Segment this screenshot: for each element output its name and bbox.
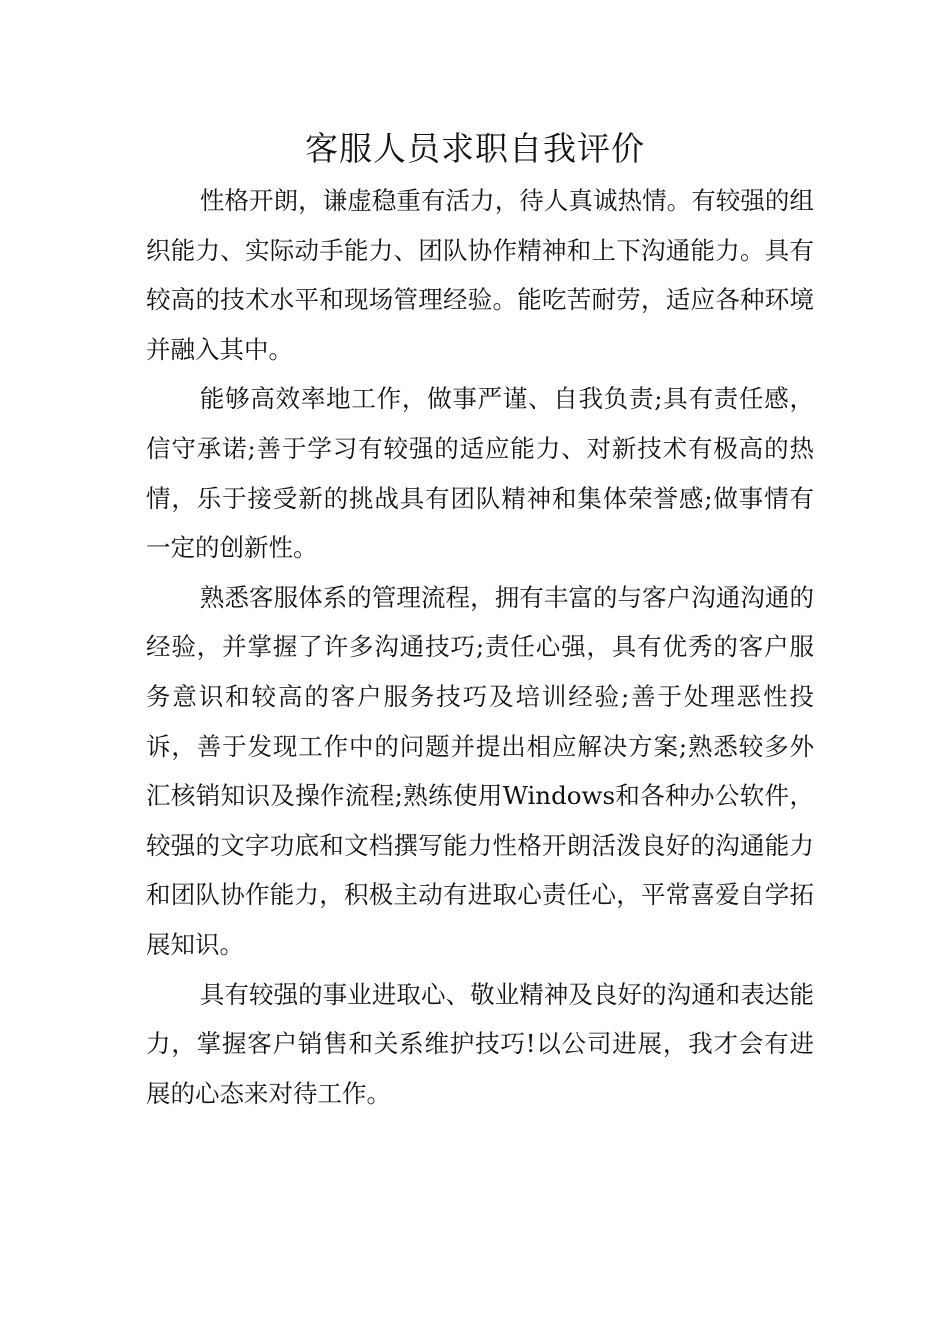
- paragraph-1: 性格开朗，谦虚稳重有活力，待人真诚热情。有较强的组织能力、实际动手能力、团队协作精神和上下沟通能力。具有较高的技术水平和现场管理经验。能吃苦耐劳，适应各种环境并融入其中。: [146, 186, 814, 364]
- paragraph-3: 熟悉客服体系的管理流程，拥有丰富的与客户沟通沟通的经验，并掌握了许多沟通技巧;责任心强，具有优秀的客户服务意识和较高的客户服务技巧及培训经验;善于处理恶性投诉，善于发现工作中的问题并提出相应解决方案;熟悉较多外汇核销知识及操作流程;熟练使用Windows和各种办公软件，较强的文字功底和文档撰写能力性格开朗活泼良好的沟通能力和团队协作能力，积极主动有进取心责任心，平常喜爱自学拓展知识。: [146, 582, 814, 959]
- paragraph-2: 能够高效率地工作，做事严谨、自我负责;具有责任感，信守承诺;善于学习有较强的适应能力、对新技术有极高的热情，乐于接受新的挑战具有团队精神和集体荣誉感;做事情有一定的创新性。: [146, 384, 814, 563]
- document-body: [146, 176, 814, 1118]
- paragraph-4: 具有较强的事业进取心、敬业精神及良好的沟通和表达能力，掌握客户销售和关系维护技巧!以公司进展，我才会有进展的心态来对待工作。: [146, 979, 814, 1108]
- document-title: 客服人员求职自我评价: [305, 129, 645, 168]
